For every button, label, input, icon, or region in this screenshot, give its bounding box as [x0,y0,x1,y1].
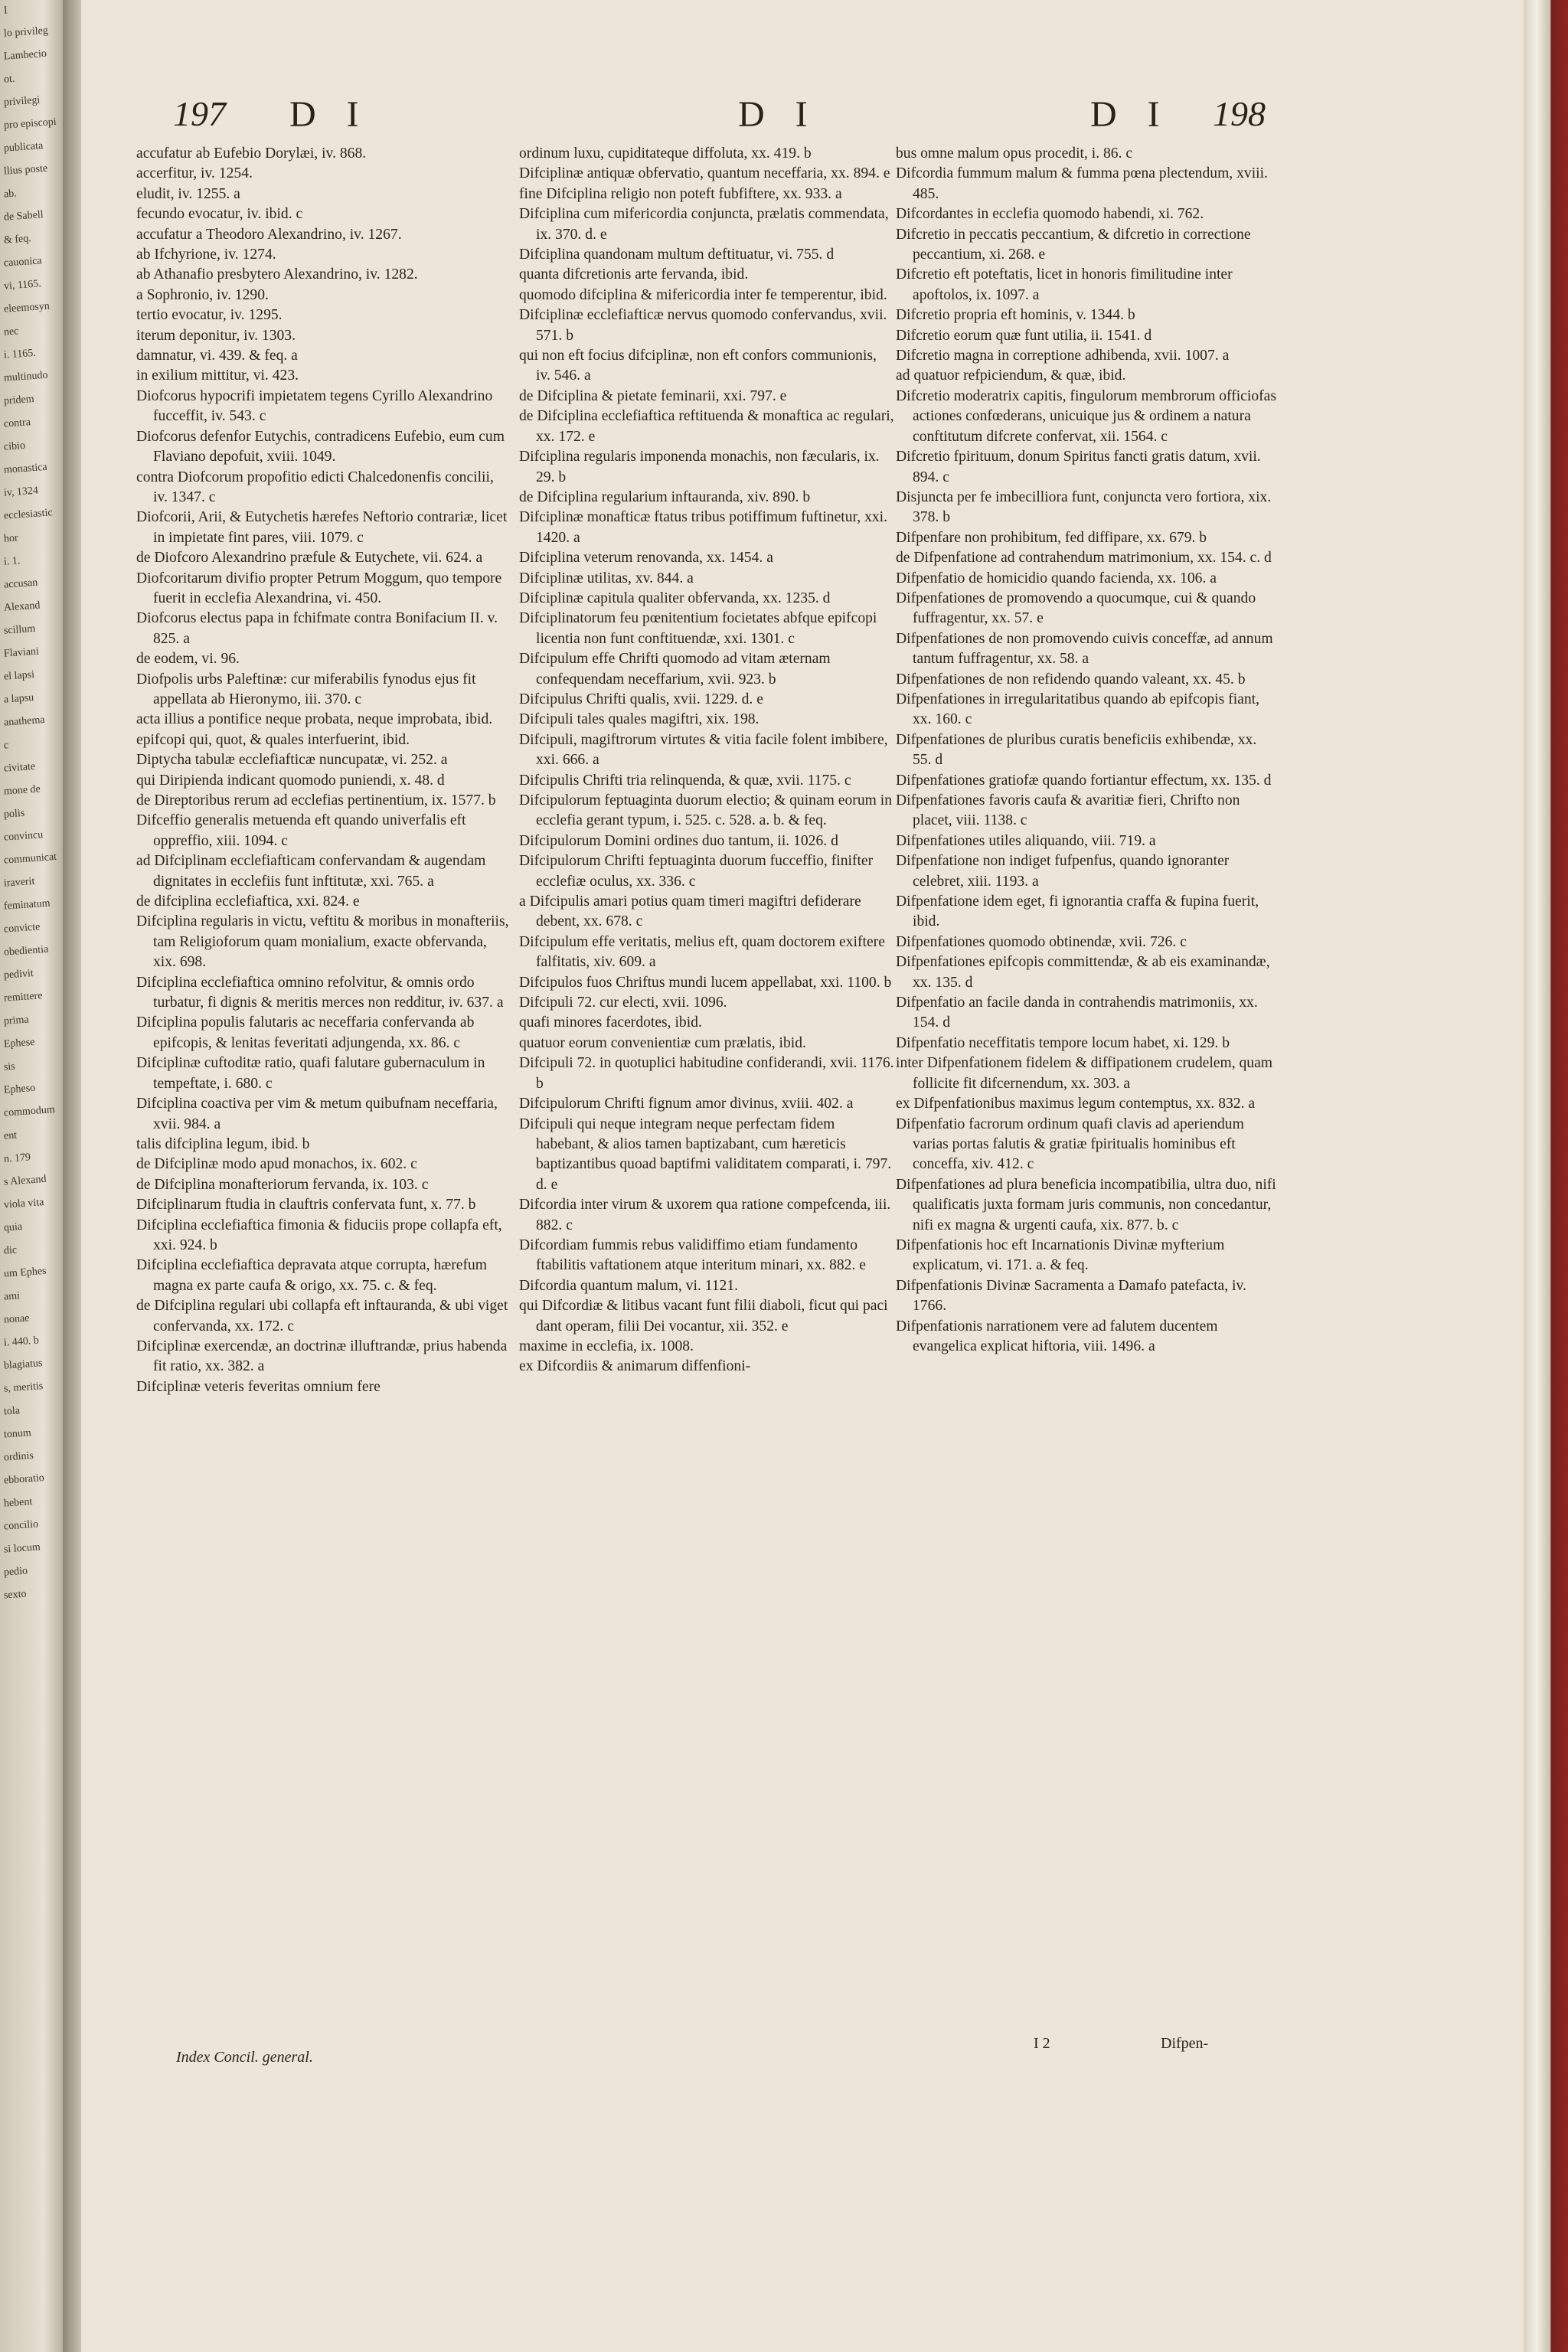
previous-page-fragment: accusan [3,577,38,591]
index-entry: Difcordia quantum malum, vi. 1121. [519,1277,739,1294]
index-entry: Difpenfationis narrationem vere ad falutem ducentem evangelica explicat hiftoria, viii. 1496. a [896,1318,1218,1354]
index-entry: Difciplina populis falutaris ac neceffaria confervanda ab epifcopis, & lenitas feveritati adjungenda, xx. 86. c [136,1014,475,1051]
index-entry: Difcipuli qui neque integram neque perfectam fidem habebant, & alios tamen baptizabant, cum hæreticis baptizantibus quoad baptifmi validitatem comparati, i. 797. d. e [519,1116,892,1193]
previous-page-fragment: obedientia [3,943,49,959]
index-entry: Diofpolis urbs Paleftinæ: cur miferabilis fynodus ejus fit appellata ab Hieronymo, iii. 370. c [136,671,476,707]
index-entry: Difcretio fpirituum, donum Spiritus fancti gratis datum, xvii. 894. c [896,449,1261,485]
previous-page-fragment: eleemosyn [3,300,51,315]
previous-page-fragment: si locum [3,1541,41,1556]
index-entry: Difciplinæ exercendæ, an doctrinæ illuftrandæ, prius habenda fit ratio, xx. 382. a [136,1338,508,1375]
index-entry: Difpenfationes de non promovendo cuivis conceffæ, ad annum tantum fuffragentur, xx. 58. a [896,630,1273,668]
previous-page-fragment: um Ephes [3,1265,47,1280]
index-entry: ex Difcordiis & animarum diffenfioni- [519,1358,751,1375]
index-entry: de Difciplinæ modo apud monachos, ix. 602. c [136,1156,417,1173]
index-entry: acta illius a pontifice neque probata, neque improbata, ibid. [136,711,493,728]
previous-page-fragment: prima [3,1014,30,1027]
index-entry: de Difciplina regulari ubi collapfa eft inftauranda, & ubi viget confervanda, xx. 172. c [136,1298,508,1334]
index-entry: ordinum luxu, cupiditateque diffoluta, xx. 419. b [519,145,812,162]
index-entry: Difpenfare non prohibitum, fed diffipare, xx. 679. b [896,529,1207,546]
page-number-right: 198 [1213,94,1266,133]
previous-page-fragment: pedio [3,1565,28,1579]
previous-page-fragment: c [3,740,9,752]
index-entry: accufatur ab Eufebio Dorylæi, iv. 868. [136,145,367,162]
index-entry: a Sophronio, iv. 1290. [136,286,269,303]
index-entry: Difpenfatione non indiget fufpenfus, quando ignoranter celebret, xiii. 1193. a [896,853,1230,890]
previous-page-fragment: lo privileg [3,24,49,40]
previous-page-fragment: privilegi [3,94,41,109]
previous-page-fragment: ebboratio [3,1472,45,1487]
previous-page-fragment: tonum [3,1427,32,1441]
previous-page-fragment: I [3,5,8,17]
previous-page-fragment: pridem [3,393,35,407]
index-entry: Difpenfationes de pluribus curatis beneficiis exhibendæ, xx. 55. d [896,731,1257,769]
index-entry: Difciplinarum ftudia in clauftris confervata funt, x. 77. b [136,1197,476,1214]
index-entry: fecundo evocatur, iv. ibid. c [136,206,303,223]
index-entry: Difpenfationes quomodo obtinendæ, xvii. 726. c [896,933,1187,950]
previous-page-fragment: sexto [3,1588,28,1602]
index-entry: accerfitur, iv. 1254. [136,165,253,182]
previous-page-fragment: iraverit [3,875,35,890]
previous-page-fragment: sis [3,1060,16,1073]
index-entry: qui non eft focius difciplinæ, non eft confors communionis, iv. 546. a [519,348,877,384]
index-entry: Difcordantes in ecclefia quomodo habendi, xi. 762. [896,206,1204,223]
index-entry: Difpenfatio an facile danda in contrahendis matrimoniis, xx. 154. d [896,995,1258,1031]
index-entry: Difcipulorum feptuaginta duorum electio; & quinam eorum in ecclefia gerant typum, i. 525. c. 528. a. b. & feq. [519,792,893,829]
index-entry: Difciplina regularis in victu, veftitu & moribus in monafteriis, tam Religioforum quam monialium, exacte obfervanda, xix. 698. [136,913,509,971]
index-entry: bus omne malum opus procedit, i. 86. c [896,145,1133,162]
index-entry: Difpenfatio de homicidio quando facienda, xx. 106. a [896,570,1217,586]
index-entry: quomodo difciplina & mifericordia inter fe temperentur, ibid. [519,286,887,303]
previous-page-fragment: vi, 1165. [3,278,42,292]
previous-page-fragment: mone de [3,783,41,798]
index-entry: Difcretio eft poteftatis, licet in honoris fimilitudine inter apoftolos, ix. 1097. a [896,266,1233,303]
previous-page-fragment: Lambecio [3,47,47,63]
index-entry: Difcretio moderatrix capitis, fingulorum membrorum officiofas actiones confœderans, unicuique jus & ordinem a natura conftitutum difcrete confervat, xii. 1564. c [896,387,1276,445]
index-entry: Difciplina coactiva per vim & metum quibufnam neceffaria, xvii. 984. a [136,1096,498,1132]
previous-page-fragment: s Alexand [3,1173,47,1188]
index-entry: Difpenfationis Divinæ Sacramenta a Damafo patefacta, iv. 1766. [896,1277,1246,1315]
index-entry: Difciplinæ antiquæ obfervatio, quantum neceffaria, xx. 894. e [519,165,890,182]
running-head-center: D I [738,94,818,135]
index-entry: Diofcorus hypocrifi impietatem tegens Cyrillo Alexandrino fucceffit, iv. 543. c [136,387,493,425]
index-entry: tertio evocatur, iv. 1295. [136,307,283,324]
index-entry: Difcipuli 72. cur electi, xvii. 1096. [519,995,727,1011]
index-entry: Diofcorus defenfor Eutychis, contradicens Eufebio, eum cum Flaviano depofuit, xviii. 1049. [136,428,505,466]
index-entry: de Difciplina regularium inftauranda, xiv. 890. b [519,488,811,505]
index-entry: ad quatuor refpiciendum, & quæ, ibid. [896,368,1126,384]
previous-page-fragment: concilio [3,1518,39,1533]
index-entry: quafi minores facerdotes, ibid. [519,1014,702,1031]
index-entry: Difciplina ecclefiaftica omnino refolvitur, & omnis ordo turbatur, fi dignis & meritis merces non redditur, iv. 637. a [136,974,504,1011]
previous-page-fragment: pro episcopi [3,116,57,132]
previous-page-fragment: civitate [3,760,36,775]
running-head-right: D I [1090,94,1171,135]
index-entry: quanta difcretionis arte fervanda, ibid. [519,266,749,283]
index-entry: Difcipulorum Chrifti fignum amor divinus, xviii. 402. a [519,1096,854,1112]
index-entry: Diofcoritarum divifio propter Petrum Moggum, quo tempore fuerit in ecclefia Alexandrina, vi. 450. [136,570,502,606]
index-entry: Difciplinæ veteris feveritas omnium fere [136,1378,381,1395]
previous-page-fragment: remittere [3,990,43,1004]
index-entry: Difpenfationes in irregularitatibus quando ab epifcopis fiant, xx. 160. c [896,691,1260,728]
index-entry: Difcretio in peccatis peccantium, & difcretio in correctione peccantium, xi. 268. e [896,226,1251,263]
index-entry: Difcordiam fummis rebus validiffimo etiam fundamento ftabilitis vaftationem atque interitum minari, xx. 882. e [519,1236,866,1274]
index-entry: Difciplinæ monafticæ ftatus tribus potiffimum fuftinetur, xxi. 1420. a [519,509,888,546]
index-entry: Difpenfationes epifcopis committendæ, & ab eis examinandæ, xx. 135. d [896,954,1270,991]
index-entry: Difcipuli, magiftrorum virtutes & vitia facile folent imbibere, xxi. 666. a [519,731,888,769]
previous-page-fragment: tola [3,1405,21,1418]
index-entry: Difcretio eorum quæ funt utilia, ii. 1541. d [896,327,1152,344]
index-entry: iterum deponitur, iv. 1303. [136,327,296,344]
index-entry: de Diofcoro Alexandrino præfule & Eutychete, vii. 624. a [136,550,483,567]
index-entry: contra Diofcorum propofitio edicti Chalcedonenfis concilii, iv. 1347. c [136,469,494,505]
previous-page-fragment: multinudo [3,369,48,384]
previous-page-fragment: & feq. [3,233,32,247]
previous-page-fragment: s, meritis [3,1380,44,1395]
previous-page-fragment: llius poste [3,162,48,178]
index-entry: Difciplina ecclefiaftica depravata atque corrupta, hærefum magna ex parte caufa & origo, xx. 75. c. & feq. [136,1257,488,1294]
index-entry: Difciplinæ utilitas, xv. 844. a [519,570,694,586]
previous-page-fragment: polis [3,807,25,821]
previous-page-fragment: nonae [3,1312,30,1326]
index-entry: Diofcorus electus papa in fchifmate contra Bonifacium II. v. 825. a [136,610,498,647]
index-entry: Difcipulum effe Chrifti quomodo ad vitam æternam confequendam neceffarium, xvii. 923. b [519,651,831,688]
previous-page-fragment: el lapsi [3,668,35,683]
previous-page-fragment: hor [3,532,19,545]
index-entry: fine Difciplina religio non poteft fubfiftere, xx. 933. a [519,185,842,202]
index-entry: Difpenfationes favoris caufa & avaritiæ fieri, Chrifto non placet, viii. 1138. c [896,792,1240,829]
index-entry: qui Diripienda indicant quomodo puniendi, x. 48. d [136,772,445,789]
index-entry: a Difcipulis amari potius quam timeri magiftri defiderare debent, xx. 678. c [519,893,861,930]
running-head-left: D I [289,94,370,135]
index-entry: inter Difpenfationem fidelem & diffipationem crudelem, quam follicite fit difcernendum, xx. 303. a [896,1055,1273,1092]
previous-page-fragment: ot. [3,73,15,86]
index-column-3 [896,144,1279,1357]
previous-page-edge [0,0,63,2352]
previous-page-fragment: i. 1. [3,555,21,568]
index-entry: Difciplina cum mifericordia conjuncta, prælatis commendata, ix. 370. d. e [519,206,889,243]
index-entry: Difpenfationes gratiofæ quando fortiantur effectum, xx. 135. d [896,772,1272,789]
footer-title: Index Concil. general. [176,2049,313,2066]
signature-mark: I 2 [1034,2035,1050,2052]
previous-page-fragment: contra [3,416,31,430]
index-entry: de Difpenfatione ad contrahendum matrimonium, xx. 154. c. d [896,550,1272,567]
index-entry: talis difciplina legum, ibid. b [136,1135,310,1152]
index-entry: de difciplina ecclefiaftica, xxi. 824. e [136,893,360,910]
index-entry: de Direptoribus rerum ad ecclefias pertinentium, ix. 1577. b [136,792,496,808]
previous-page-fragment: publicata [3,140,44,155]
previous-page-fragment: convicte [3,921,41,936]
index-entry: Difpenfatio neceffitatis tempore locum habet, xi. 129. b [896,1034,1230,1051]
index-entry: de Difciplina monafteriorum fervanda, ix. 103. c [136,1176,429,1193]
index-entry: Difpenfationes de non refidendo quando valeant, xx. 45. b [896,671,1246,688]
previous-page-fragment: convincu [3,829,44,844]
previous-page-fragment: scillum [3,622,36,637]
index-entry: ab Athanafio presbytero Alexandrino, iv. 1282. [136,266,418,283]
index-entry: Diofcorii, Arii, & Eutychetis hærefes Neftorio contrariæ, licet in impietate fint pares, viii. 1079. c [136,509,508,546]
index-entry: maxime in ecclefia, ix. 1008. [519,1338,694,1354]
index-entry: Difcipuli tales quales magiftri, xix. 198. [519,711,760,728]
index-entry: Difpenfationes ad plura beneficia incompatibilia, ultra duo, nifi qualificatis juxta formam juris communis, non concedantur, nifi ex magna & urgenti caufa, xix. 877. b. c [896,1176,1276,1233]
previous-page-fragment: pedivit [3,967,34,982]
previous-page-fragment: Flaviani [3,645,40,660]
index-entry: in exilium mittitur, vi. 423. [136,368,299,384]
index-entry: Difciplinæ ecclefiafticæ nervus quomodo confervandus, xvii. 571. b [519,307,887,344]
index-entry: quatuor eorum convenientiæ cum prælatis, ibid. [519,1034,806,1051]
previous-page-fragment: commodum [3,1104,56,1119]
index-column-2 [519,144,894,1377]
book-gutter [63,0,81,2352]
index-entry: Difciplinæ capitula qualiter obfervanda, xx. 1235. d [519,590,831,606]
index-entry: eludit, iv. 1255. a [136,185,240,202]
index-entry: Difpenfationes de promovendo a quocumque, cui & quando fuffragentur, xx. 57. e [896,590,1256,627]
index-entry: Difpenfationes utiles aliquando, viii. 719. a [896,832,1156,849]
previous-page-fragment: Alexand [3,599,41,614]
index-entry: Difpenfatione idem eget, fi ignorantia craffa & fupina fuerit, ibid. [896,893,1259,930]
index-entry: Difcordia fummum malum & fumma pœna plectendum, xviii. 485. [896,165,1268,202]
previous-page-fragment: cibio [3,439,26,453]
previous-page-fragment: nec [3,325,19,338]
previous-page-fragment: a lapsu [3,691,34,706]
previous-page-fragment: viola vita [3,1197,44,1211]
previous-page-fragment: ordinis [3,1449,34,1464]
index-entry: Difpenfationis hoc eft Incarnationis Divinæ myfterium explicatum, vi. 171. a. & feq. [896,1236,1225,1274]
index-entry: epifcopi qui, quot, & quales interfuerint, ibid. [136,731,410,748]
catchword: Difpen- [1161,2035,1209,2052]
index-entry: Difcipulorum Chrifti feptuaginta duorum fucceffio, finifter ecclefiæ oculus, xx. 336. c [519,853,874,890]
index-entry: Difciplina quandonam multum deftituatur, vi. 755. d [519,247,835,263]
index-entry: Difciplinatorum feu pœnitentium focietates abfque epifcopi licentia non funt conftituendæ, xxi. 1301. c [519,610,877,647]
index-column-1 [136,144,511,1397]
index-entry: ab Ifchyrione, iv. 1274. [136,247,276,263]
previous-page-fragment: ecclesiastic [3,507,54,522]
index-entry: damnatur, vi. 439. & feq. a [136,348,298,364]
index-entry: Difcipulorum Domini ordines duo tantum, ii. 1026. d [519,832,838,849]
previous-page-fragment: ent [3,1129,18,1142]
previous-page-fragment: anathema [3,714,46,729]
index-entry: ad Difciplinam ecclefiafticam confervandam & augendam dignitates in ecclefiis funt inftitutæ, xxi. 765. a [136,853,486,890]
page-number-left: 197 [173,94,226,133]
index-entry: Difceffio generalis metuenda eft quando univerfalis eft oppreffio, xiii. 1094. c [136,812,466,849]
index-entry: de Difciplina ecclefiaftica reftituenda & monaftica ac regulari, xx. 172. e [519,408,894,445]
previous-page-fragment: communicat [3,851,57,867]
previous-page-fragment: n. 179 [3,1152,31,1165]
previous-page-fragment: dic [3,1244,18,1257]
previous-page-fragment: i. 440. b [3,1334,40,1349]
previous-page-fragment: Ephese [3,1036,35,1050]
index-entry: Difcretio magna in correptione adhibenda, xvii. 1007. a [896,348,1230,364]
index-entry: Disjuncta per fe imbecilliora funt, conjuncta vero fortiora, xix. 378. b [896,488,1272,526]
index-entry: de eodem, vi. 96. [136,651,240,668]
index-entry: ex Difpenfationibus maximus legum contemptus, xx. 832. a [896,1096,1256,1112]
book-fore-edge [1524,0,1568,2352]
previous-page-fragment: feminatum [3,897,51,913]
previous-page-fragment: de Sabell [3,209,44,224]
previous-page-fragment: iv, 1324 [3,485,39,499]
index-entry: Difcipulum effe veritatis, melius eft, quam doctorem exiftere falfitatis, xiv. 609. a [519,933,885,971]
previous-page-fragment: quia [3,1221,23,1234]
index-entry: Difcipulus Chrifti qualis, xvii. 1229. d. e [519,691,763,707]
index-entry: qui Difcordiæ & litibus vacant funt filii diaboli, ficut qui paci dant operam, filii Dei vocantur, xii. 352. e [519,1298,888,1334]
previous-page-fragment: monastica [3,461,48,476]
index-entry: Difcretio propria eft hominis, v. 1344. b [896,307,1135,324]
index-entry: Difciplina regularis imponenda monachis, non fæcularis, ix. 29. b [519,449,880,485]
index-entry: Difcordia inter virum & uxorem qua ratione compefcenda, iii. 882. c [519,1197,891,1233]
page-header [81,93,1524,147]
previous-page-fragment: blagiatus [3,1357,43,1372]
previous-page-fragment: ab. [3,188,18,201]
index-entry: Difciplina veterum renovanda, xx. 1454. a [519,550,773,567]
index-entry: de Difciplina & pietate feminarii, xxi. 797. e [519,387,787,404]
previous-page-fragment: i. 1165. [3,347,37,361]
index-entry: Difcipulos fuos Chriftus mundi lucem appellabat, xxi. 1100. b [519,974,892,991]
index-entry: Difciplinæ cuftoditæ ratio, quafi falutare gubernaculum in tempeftate, i. 680. c [136,1055,485,1092]
index-entry: Difcipulis Chrifti tria relinquenda, & quæ, xvii. 1175. c [519,772,851,789]
previous-page-fragment: hebent [3,1496,33,1510]
index-entry: Difpenfatio facrorum ordinum quafi clavis ad aperiendum varias portas falutis & gratiæ fpiritualis hominibus eft conceffa, xiv. 412. c [896,1116,1244,1173]
index-entry: accufatur a Theodoro Alexandrino, iv. 1267. [136,226,402,243]
index-entry: Difcipuli 72. in quotuplici habitudine confiderandi, xvii. 1176. b [519,1055,894,1092]
index-entry: Diptycha tabulæ ecclefiafticæ nuncupatæ, vi. 252. a [136,752,448,769]
previous-page-fragment: cauonica [3,255,43,270]
index-entry: Difciplina ecclefiaftica fimonia & fiduciis prope collapfa eft, xxi. 924. b [136,1217,502,1253]
previous-page-fragment: ami [3,1290,21,1303]
previous-page-fragment: Epheso [3,1082,36,1096]
